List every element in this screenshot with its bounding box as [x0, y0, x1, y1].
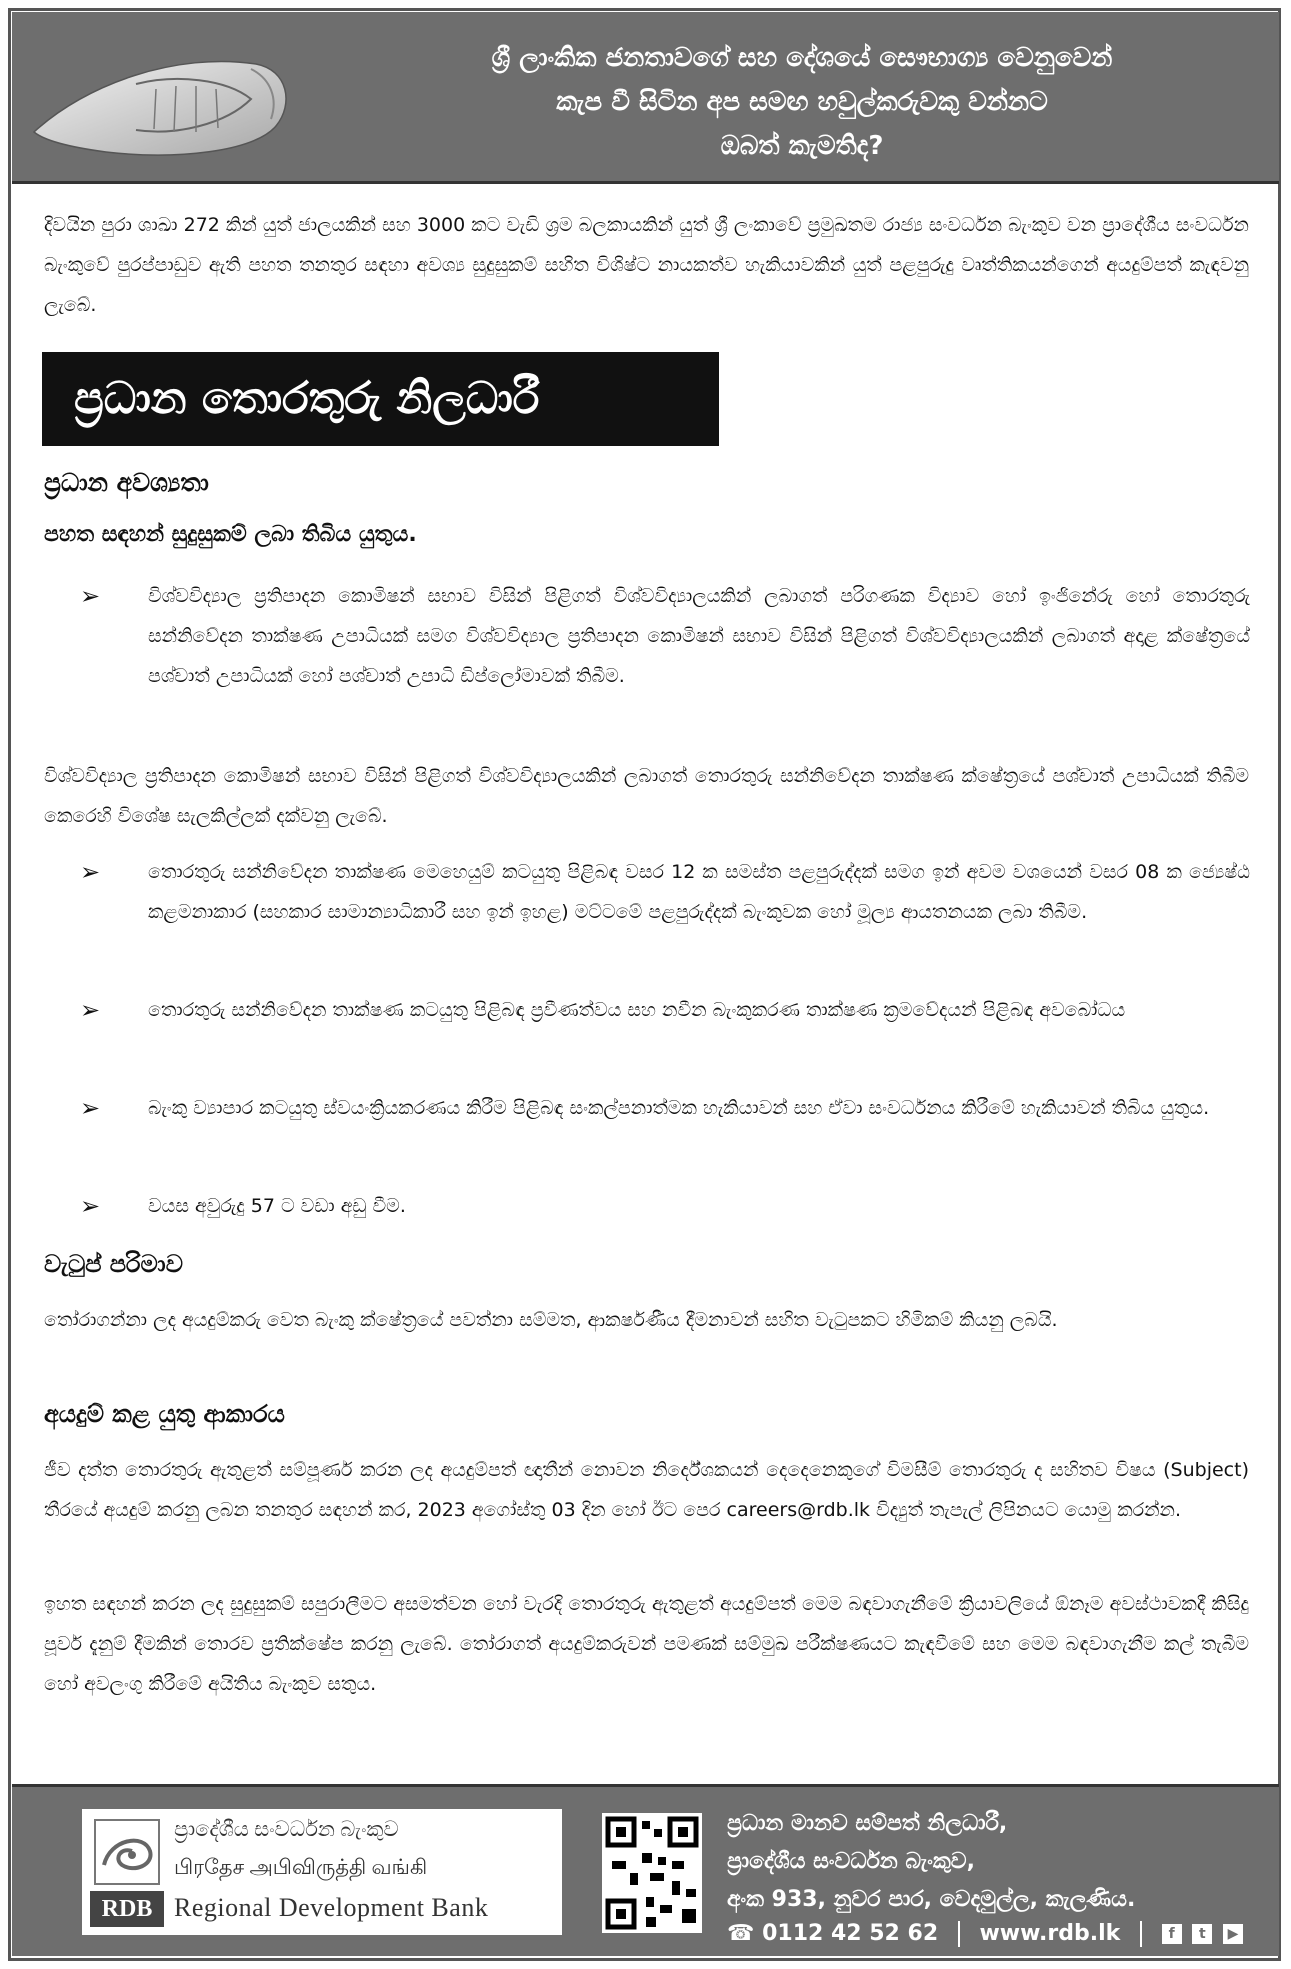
phone-icon: ☎: [727, 1921, 755, 1946]
address-line-1: ප්‍රධාන මානව සම්පත් නිලධාරී,: [727, 1811, 1008, 1836]
conch-logo-icon: [94, 1819, 160, 1885]
logo-name-sinhala: ප්‍රාදේශීය සංවර්ධන බැංකුව: [174, 1817, 399, 1841]
apply-heading: අයදුම් කළ යුතු ආකාරය: [44, 1400, 285, 1428]
header-line-1: ශ්‍රී ලාංකික ජනතාවගේ සහ දේශයේ සෞභාග්‍ය වෙනුවෙන්: [491, 43, 1113, 73]
requirement-bullet-1: [80, 576, 1250, 696]
rdb-abbreviation: RDB: [90, 1891, 164, 1927]
arrow-bullet-icon: ➢: [80, 1094, 101, 1122]
contact-bar: [727, 1917, 1247, 1951]
bullet-text: විශ්වවිද්‍යාල ප්‍රතිපාදන කොමිෂන් සභාව විසින් පිළිගත් විශ්වවිද්‍යාලයකින් ලබාගත් පරිගණක විද්‍යාව හෝ ඉංජිනේරු හෝ තොරතුරු සන්නිවේදන තාක්ෂණ උපාධියක් සමග විශ්වවිද්‍යාල ප්‍රතිපාදන කොමිෂන් සභාව විසින් පිළිගත් විශ්වවිද්‍යාලයකින් ලබාගත් අදාළ ක්ෂේත්‍රයේ පශ්චාත් උපාධියක් හෝ පශ්චාත් උපාධි ඩිප්ලෝමාවක් තිබීම.: [148, 585, 1250, 687]
address-line-2: ප්‍රාදේශීය සංවර්ධන බැංකුව,: [727, 1849, 975, 1874]
intro-section: [44, 205, 1249, 325]
logo-name-english: Regional Development Bank: [174, 1893, 489, 1922]
requirements-heading: ප්‍රධාන අවශ්‍යතා: [44, 468, 209, 497]
twitter-icon[interactable]: t: [1192, 1924, 1212, 1944]
requirement-bullet-3: [80, 990, 1250, 1030]
contact-address: [727, 1805, 1247, 1919]
bullet-text: තොරතුරු සන්නිවේදන තාක්ෂණ මෙහෙයුම් කටයුතු පිළිබඳ වසර 12 ක සමස්ත පළපුරුද්දක් සමග ඉන් අවම වශයෙන් වසර 08 ක ජ්‍යෙෂ්ඨ කළමනාකාර (සහකාර සාමාන්‍යාධිකාරී සහ ඉන් ඉහළ) මට්ටමේ පළපුරුද්දක් බැංකුවක හෝ මූල්‍ය ආයතනයක ලබා තිබීම.: [148, 861, 1250, 923]
preference-paragraph: විශ්වවිද්‍යාල ප්‍රතිපාදන කොමිෂන් සභාව විසින් පිළිගත් විශ්වවිද්‍යාලයකින් ලබාගත් තොරතුරු සන්නිවේදන තාක්ෂණ ක්ෂේත්‍රයේ පශ්චාත් උපාධියක් තිබීම කෙරෙහි විශේෂ සැලකිල්ලක් දක්වනු ලැබේ.: [44, 765, 1249, 827]
footer-banner: [12, 1784, 1279, 1956]
intro-paragraph: දිවයින පුරා ශාඛා 272 කින් යුත් ජාලයකින් සහ 3000 කට වැඩි ශ්‍රම බලකායකින් යුත් ශ්‍රී ලංකාවේ ප්‍රමුඛතම රාජ්‍ය සංවර්ධන බැංකුව වන ප්‍රාදේශීය සංවර්ධන බැංකුවේ පුරප්පාඩුව ඇති පහත තනතුර සඳහා අවශ්‍ය සුදුසුකම් සහිත විශිෂ්ට නායකත්ව හැකියාවකින් යුත් පළපුරුදු වෘත්තිකයන්ගෙන් අයදුම්පත් කැඳවනු ලැබේ.: [44, 214, 1249, 316]
header-line-3: ඔබත් කැමතිද?: [720, 131, 884, 161]
phone-number[interactable]: 0112 42 52 62: [762, 1921, 939, 1946]
youtube-icon[interactable]: ▶: [1223, 1924, 1243, 1944]
salary-paragraph: තෝරාගන්නා ලද අයදුම්කරු වෙත බැංකු ක්ෂේත්‍රයේ පවත්නා සම්මත, ආකර්ෂණීය දීමනාවන් සහිත වැටුපකට හිමිකම් කියනු ලබයි.: [44, 1309, 1058, 1331]
arrow-bullet-icon: ➢: [80, 858, 101, 886]
arrow-bullet-icon: ➢: [80, 1192, 101, 1220]
arrow-bullet-icon: ➢: [80, 582, 101, 610]
address-line-3: අංක 933, නුවර පාර, වෙදමුල්ල, කැලණිය.: [727, 1887, 1136, 1912]
divider: [1140, 1921, 1142, 1947]
website-link[interactable]: www.rdb.lk: [979, 1921, 1121, 1946]
qualifications-heading: පහත සඳහන් සුදුසුකම් ලබා තිබිය යුතුය.: [44, 522, 417, 547]
divider: [958, 1921, 960, 1947]
conch-shell-image: [26, 44, 296, 164]
bullet-text: බැංකු ව්‍යාපාර කටයුතු ස්වයංක්‍රියකරණය කිරීම පිළිබඳ සංකල්පනාත්මක හැකියාවන් සහ ඒවා සංවර්ධනය කිරීමේ හැකියාවන් තිබිය යුතුය.: [148, 1097, 1210, 1119]
bullet-text: තොරතුරු සන්නිවේදන තාක්ෂණ කටයුතු පිළිබඳ ප්‍රවීණත්වය සහ නවීන බැංකුකරණ තාක්ෂණ ක්‍රමවේදයන් පිළිබඳ අවබෝධය: [148, 999, 1126, 1021]
header-banner: [12, 12, 1279, 184]
rdb-logo: [82, 1809, 562, 1935]
header-line-2: කැප වී සිටින අප සමඟ හවුල්කරුවකු වන්නට: [556, 87, 1048, 117]
bullet-text: වයස අවුරුදු 57 ට වඩා අඩු වීම.: [148, 1195, 406, 1217]
apply-paragraph: ජීව දත්ත තොරතුරු ඇතුළත් සම්පූර්ණ කරන ලද අයදුම්පත් ඥාතීන් නොවන නිර්දේශකයන් දෙදෙනෙකුගේ විමසීම් තොරතුරු ද සහිතව විෂය (Subject) තීරයේ අයදුම් කරනු ලබන තනතුර සඳහන් කර, 2023 අගෝස්තු 03 දින හෝ ඊට පෙර careers@rdb.lk විද්‍යුත් තැපැල් ලිපිනයට යොමු කරන්න.: [44, 1459, 1249, 1521]
requirement-bullet-4: [80, 1088, 1250, 1128]
qr-code-icon[interactable]: [602, 1813, 702, 1933]
requirement-bullet-5: [80, 1186, 1250, 1226]
logo-name-tamil: பிரதேச அபிவிருத்தி வங்கி: [174, 1855, 428, 1879]
salary-heading: වැටුප් පරිමාව: [44, 1250, 183, 1278]
post-title-banner: ප්‍රධාන තොරතුරු නිලධාරී: [42, 352, 719, 446]
arrow-bullet-icon: ➢: [80, 996, 101, 1024]
header-headline: [362, 36, 1242, 168]
rejection-paragraph: ඉහත සඳහන් කරන ලද සුදුසුකම් සපුරාලීමට අසමත්වන හෝ වැරදි තොරතුරු ඇතුළත් අයදුම්පත් මෙම බඳවාගැනීමේ ක්‍රියාවලියේ ඕනෑම අවස්ථාවකදී කිසිදු පූර්ව දැනුම් දීමකින් තොරව ප්‍රතික්ෂේප කරනු ලැබේ. තෝරාගත් අයදුම්කරුවන් පමණක් සම්මුඛ පරීක්ෂණයට කැඳවීමේ සහ මෙම බඳවාගැනීම කල් තැබීම හෝ අවලංගු කිරීමේ අයිතිය බැංකුව සතුය.: [44, 1593, 1249, 1695]
facebook-icon[interactable]: f: [1162, 1924, 1182, 1944]
requirement-bullet-2: [80, 852, 1250, 932]
